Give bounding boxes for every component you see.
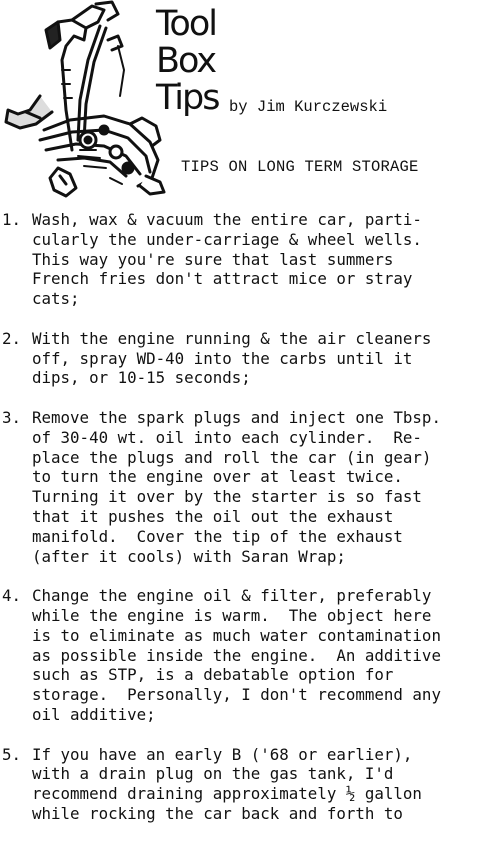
tip-line: manifold. Cover the tip of the exhaust	[32, 526, 403, 546]
tip-line: French fries don't attract mice or stray	[32, 269, 413, 289]
tip-line: off, spray WD-40 into the carbs until it	[32, 348, 413, 368]
title-line-box: Box	[156, 41, 216, 81]
tip-line: With the engine running & the air cleaners	[32, 328, 432, 348]
tip-text	[32, 210, 422, 309]
author-byline: by Jim Kurczewski	[229, 98, 388, 116]
tips-list	[2, 210, 488, 844]
tip-item-4	[2, 586, 488, 725]
tip-line: while rocking the car back and forth to	[32, 803, 403, 823]
tip-number: 4.	[2, 586, 22, 606]
tip-line: cats;	[32, 289, 80, 309]
title-line-tool: Tool	[156, 4, 216, 44]
tip-number: 1.	[2, 210, 22, 229]
tip-line: is to eliminate as much water contamination	[32, 625, 441, 645]
tip-number: 3.	[2, 407, 22, 427]
tip-line: storage. Personally, I don't recommend any	[32, 685, 441, 705]
tip-item-2	[2, 329, 488, 388]
tip-line: that it pushes the oil out the exhaust	[32, 506, 394, 526]
tip-number: 2.	[2, 328, 22, 348]
tip-line: If you have an early B ('68 or earlier),	[32, 744, 413, 764]
tip-text	[32, 408, 441, 566]
tip-line: as possible inside the engine. An additive	[32, 645, 441, 665]
tip-line: place the plugs and roll the car (in gear)	[32, 447, 432, 467]
tip-item-3	[2, 408, 488, 566]
tip-line: dips, or 10-15 seconds;	[32, 368, 251, 388]
tip-line: Change the engine oil & filter, preferably	[32, 586, 432, 606]
tip-line: Remove the spark plugs and inject one Tbsp.	[32, 407, 441, 427]
column-title	[156, 6, 218, 117]
tip-line: This way you're sure that last summers	[32, 249, 394, 269]
tip-line: recommend draining approximately ½ gallon	[32, 784, 422, 804]
title-line-tips: Tips	[156, 78, 219, 118]
article-subtitle: TIPS ON LONG TERM STORAGE	[181, 158, 419, 176]
tip-line: to turn the engine over at least twice.	[32, 467, 403, 487]
tip-line: cularly the under-carriage & wheel wells.	[32, 229, 422, 249]
tip-number: 5.	[2, 744, 22, 764]
tip-text	[32, 745, 422, 824]
tip-line: oil additive;	[32, 704, 156, 724]
tip-line: (after it cools) with Saran Wrap;	[32, 546, 346, 566]
tip-line: while the engine is warm. The object here	[32, 605, 432, 625]
tools-illustration	[0, 0, 168, 198]
tip-line: Wash, wax & vacuum the entire car, parti-	[32, 210, 422, 229]
tip-item-1	[2, 210, 488, 309]
tip-line: of 30-40 wt. oil into each cylinder. Re-	[32, 427, 422, 447]
tip-line: such as STP, is a debatable option for	[32, 665, 394, 685]
tip-text	[32, 586, 441, 725]
tip-text	[32, 329, 431, 388]
tip-line: Turning it over by the starter is so fast	[32, 487, 422, 507]
tip-item-5	[2, 745, 488, 824]
tip-line: with a drain plug on the gas tank, I'd	[32, 764, 394, 784]
wrench-pliers-tools-icon	[0, 0, 168, 198]
